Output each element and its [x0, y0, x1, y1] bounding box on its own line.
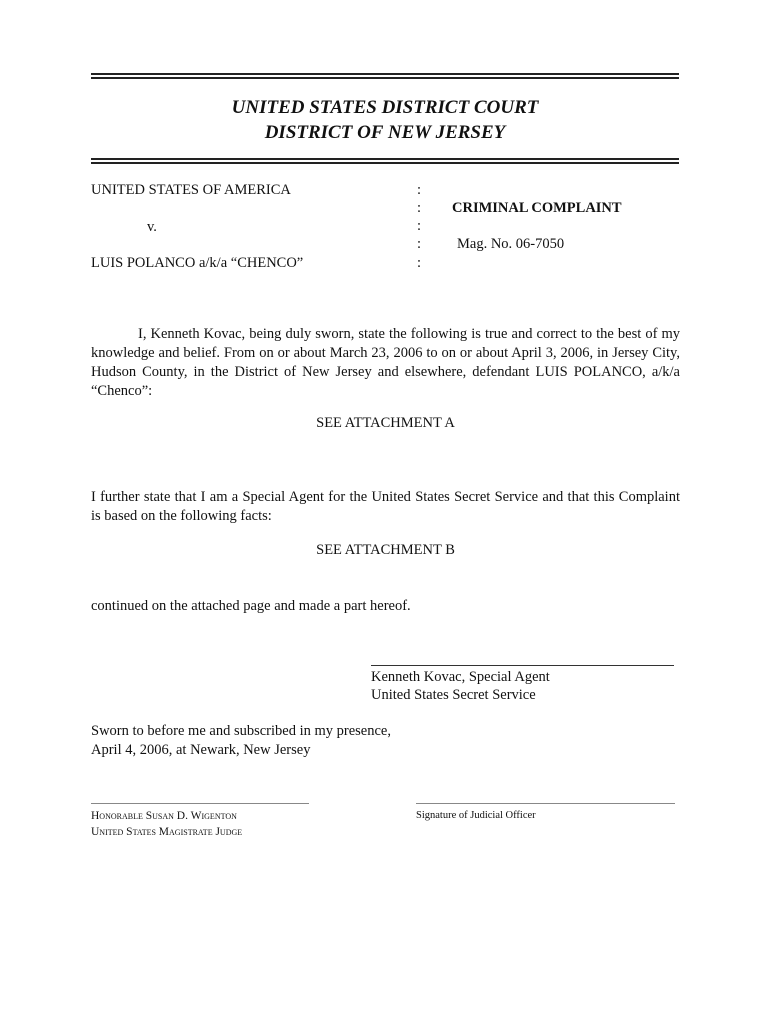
complaint-paragraph-1-text: I, Kenneth Kovac, being duly sworn, state the following is true and correct to the best of my knowledge and belief. From on or about March 23, 2006 to on or about April 3, 2006, in Jersey City, Hudson County, in the District of New Jersey and elsewhere, defendant LUIS POLANCO, a/k/a “Chenco”: — [91, 326, 680, 399]
caption-colon-4: : — [417, 236, 422, 252]
agent-name: Kenneth Kovac, Special Agent — [371, 669, 550, 685]
header-rule-2 — [91, 162, 679, 164]
caption-colon-3: : — [417, 218, 422, 234]
top-rule-2 — [91, 77, 679, 79]
see-attachment-b: SEE ATTACHMENT B — [316, 542, 455, 558]
caption-colon-1: : — [417, 182, 422, 198]
judicial-signature-label: Signature of Judicial Officer — [416, 810, 536, 821]
header-rule-1 — [91, 158, 679, 160]
sworn-line-2: April 4, 2006, at Newark, New Jersey — [91, 742, 311, 758]
versus-label: v. — [147, 219, 157, 235]
caption-colon-5: : — [417, 255, 422, 271]
continued-note: continued on the attached page and made a part hereof. — [91, 598, 411, 614]
defendant-name: LUIS POLANCO a/k/a “CHENCO” — [91, 255, 304, 271]
agent-agency: United States Secret Service — [371, 687, 536, 703]
document-type: CRIMINAL COMPLAINT — [452, 200, 622, 216]
judge-title: United States Magistrate Judge — [91, 826, 243, 838]
complaint-paragraph-2: I further state that I am a Special Agent for the United States Secret Service and that this Complaint is based on the following facts: — [91, 489, 680, 524]
caption-colon-2: : — [417, 200, 422, 216]
top-rule-1 — [91, 73, 679, 75]
agent-signature-line — [371, 665, 674, 666]
judge-name-line — [91, 803, 309, 804]
court-name: UNITED STATES DISTRICT COURT — [231, 97, 539, 118]
judicial-signature-line — [416, 803, 675, 804]
complaint-paragraph-1 — [91, 325, 680, 401]
court-district: DISTRICT OF NEW JERSEY — [264, 122, 506, 143]
plaintiff-name: UNITED STATES OF AMERICA — [91, 182, 291, 198]
sworn-line-1: Sworn to before me and subscribed in my presence, — [91, 723, 391, 739]
magistrate-number: Mag. No. 06-7050 — [457, 236, 565, 252]
see-attachment-a: SEE ATTACHMENT A — [316, 415, 455, 431]
judge-name: Honorable Susan D. Wigenton — [91, 810, 237, 822]
